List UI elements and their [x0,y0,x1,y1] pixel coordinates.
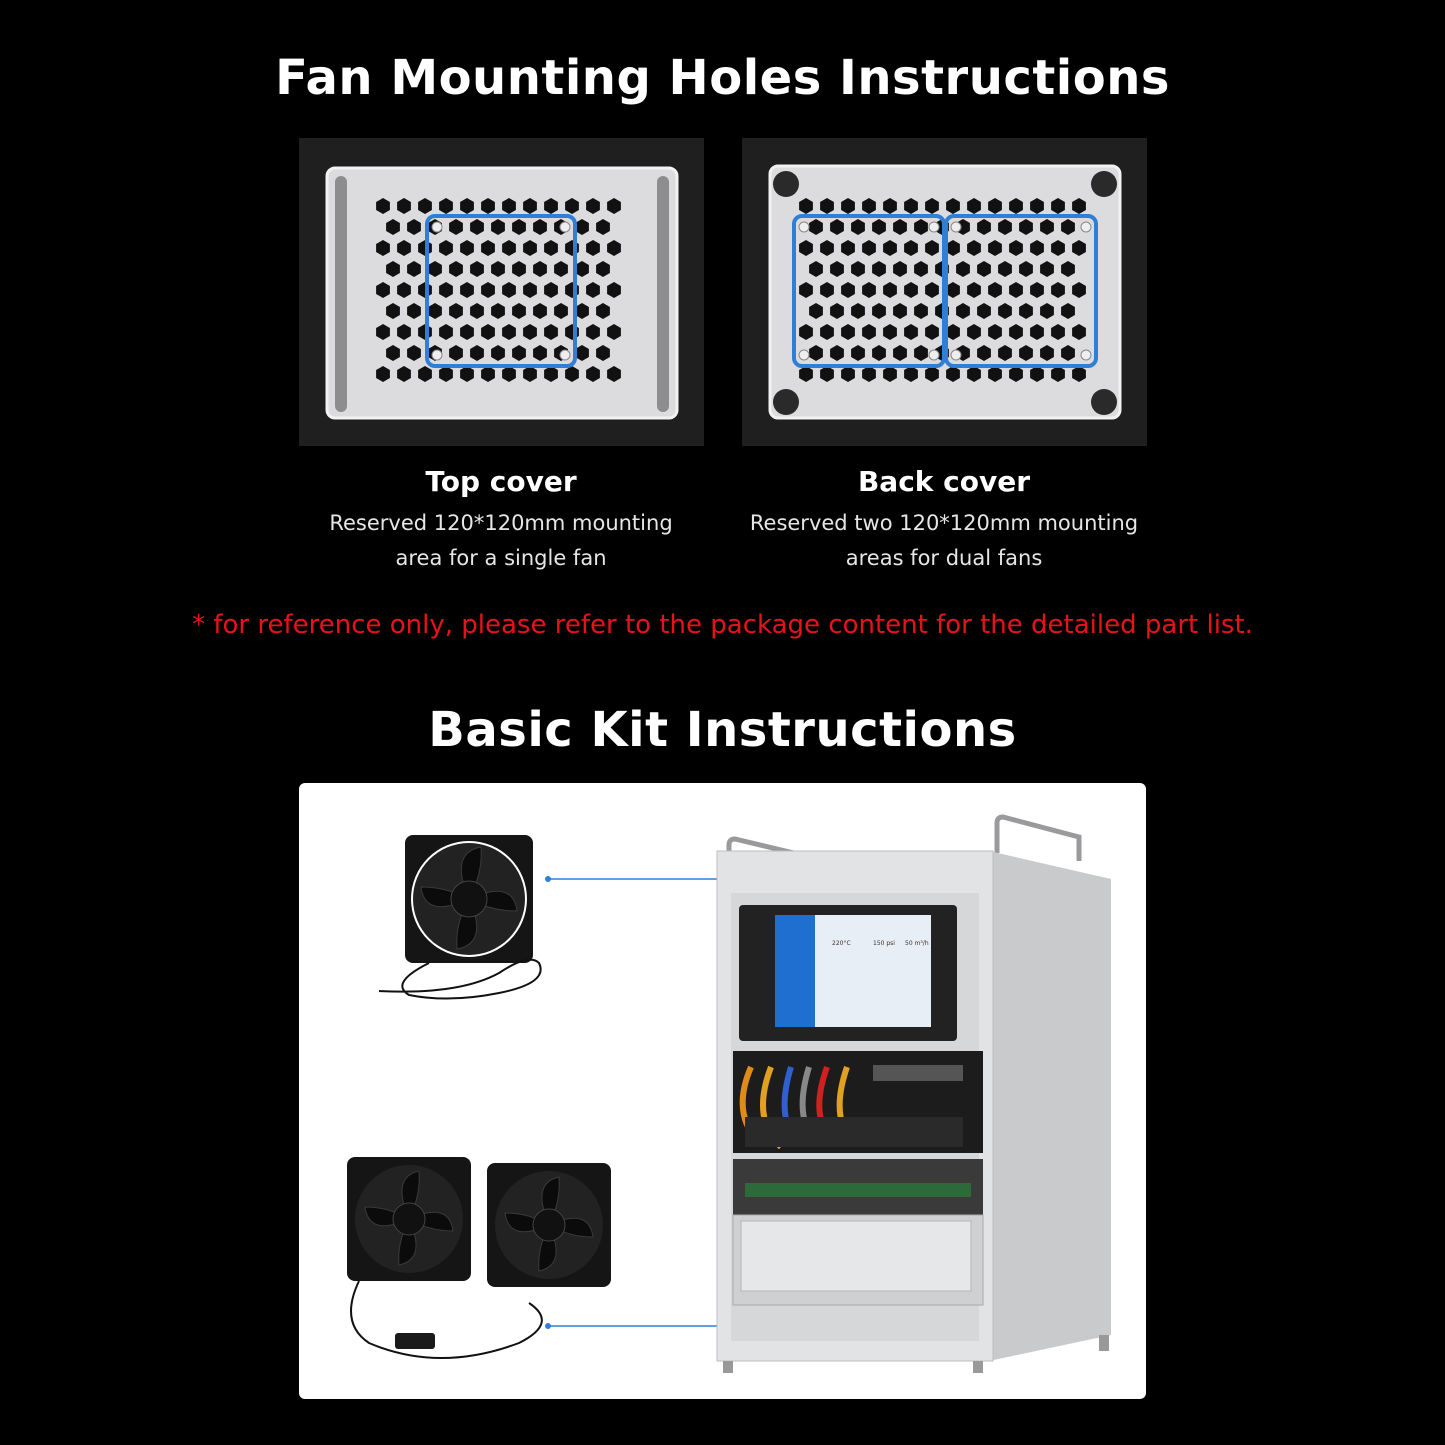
fan-mounting-title: Fan Mounting Holes Instructions [275,50,1170,106]
back-cover-description-2: areas for dual fans [845,546,1043,570]
top-cover-description-2: area for a single fan [395,546,607,570]
top-cover-title: Top cover [425,465,577,498]
back-cover-image [742,138,1147,446]
back-cover-description-1: Reserved two 120*120mm mounting [749,511,1139,535]
top-cover-image [299,138,704,446]
screen-temp-value: 220°C [832,940,851,947]
basic-kit-image [299,783,1146,1399]
top-cover-description-1: Reserved 120*120mm mounting [329,511,673,535]
screen-pressure-value: 150 psi [873,940,895,947]
back-cover-caption [714,462,1174,576]
reference-disclaimer: * for reference only, please refer to the package content for the detailed part list. [192,610,1253,640]
screen-flow-value: 50 m³/h [905,940,929,947]
basic-kit-title: Basic Kit Instructions [428,702,1017,758]
single-fan-icon [379,835,541,999]
dual-fan-icon [347,1157,611,1358]
back-cover-title: Back cover [857,465,1031,498]
top-cover-caption [271,462,731,576]
rack-case-illustration [717,817,1111,1373]
